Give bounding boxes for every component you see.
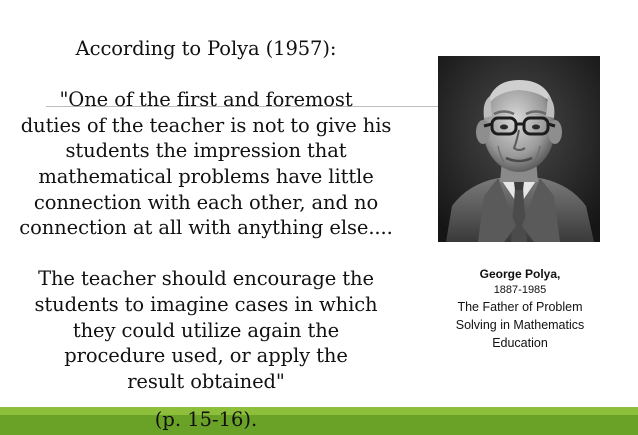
quote-line: procedure used, or apply the: [64, 344, 348, 368]
caption-title-line: Solving in Mathematics: [455, 318, 585, 332]
quote-line: duties of the teacher is not to give his: [20, 113, 392, 137]
quote-line: "One of the first and foremost: [59, 88, 353, 112]
line-gap: [0, 62, 412, 88]
caption-title-line: The Father of Problem: [457, 300, 583, 314]
quote-line: result obtained": [127, 369, 285, 393]
portrait-caption: [440, 266, 600, 352]
quote-line: mathematical problems have little: [38, 164, 374, 188]
portrait-illustration: [438, 56, 600, 242]
quote-line: students to imagine cases in which: [34, 292, 378, 316]
quote-line: students the impression that: [65, 139, 347, 163]
line-gap: [0, 241, 412, 267]
quote-line: they could utilize again the: [72, 318, 340, 342]
quote-citation: (p. 15-16).: [154, 408, 258, 431]
quote-text-block: [0, 36, 412, 394]
caption-title-line: Education: [492, 336, 548, 350]
portrait-photo: [438, 56, 600, 242]
quote-line: connection at all with anything else....: [19, 216, 393, 240]
quote-line: connection with each other, and no: [33, 190, 379, 214]
caption-years: 1887-1985: [493, 284, 547, 296]
quote-intro: According to Polya (1957):: [75, 37, 337, 60]
caption-name: George Polya,: [479, 267, 561, 281]
quote-line: The teacher should encourage the: [38, 267, 374, 291]
